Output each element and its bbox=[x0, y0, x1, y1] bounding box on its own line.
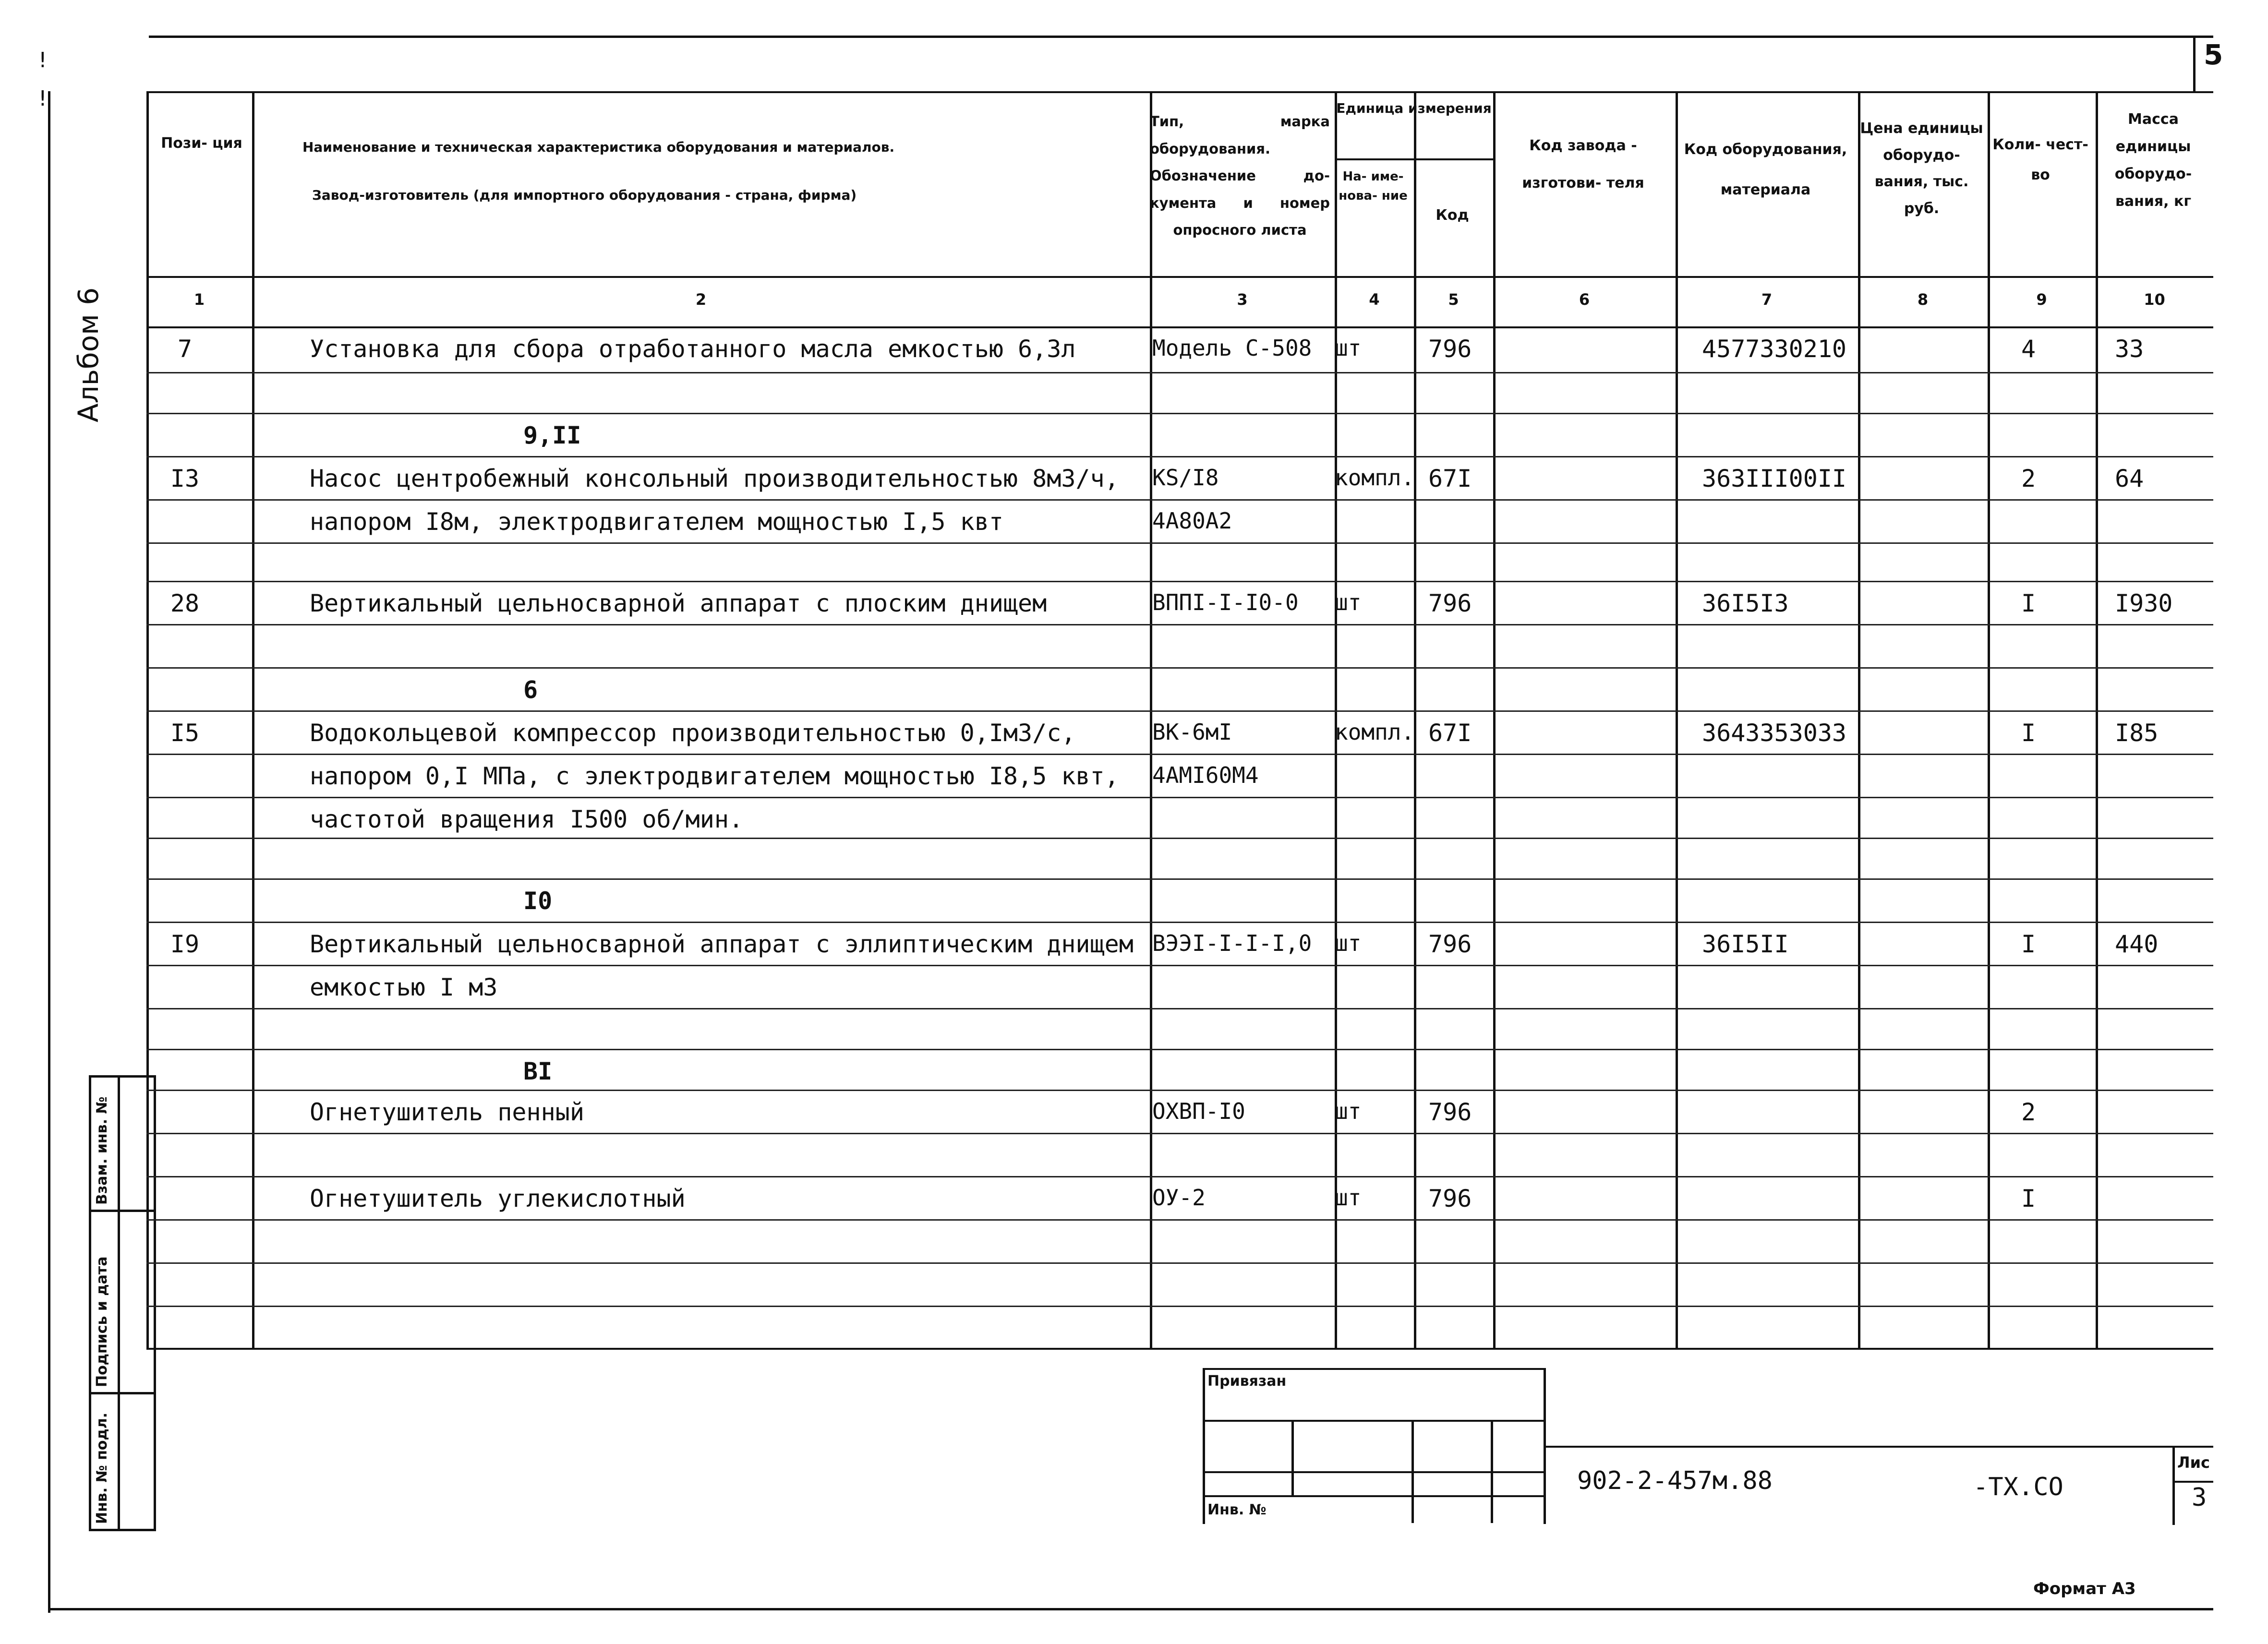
section-heading: BI bbox=[523, 1057, 553, 1085]
stamp-field-signature-date: Подпись и дата bbox=[94, 1256, 110, 1387]
cell-name: Установка для сбора отработанного масла емкостью 6,3л bbox=[310, 335, 1076, 363]
sheet-label: Лис bbox=[2177, 1453, 2210, 1472]
header-equipment-code: Код оборудования, материала bbox=[1684, 141, 1847, 198]
cell-code: 36I5II bbox=[1702, 930, 1789, 958]
cell-name: Вертикальный цельносварной аппарат с плоским днищем bbox=[310, 589, 1047, 617]
header-name-line1: Наименование и техническая характеристика оборудования и материалов. bbox=[302, 139, 895, 155]
cell-unit-code: 67I bbox=[1428, 719, 1472, 747]
cell-name: емкостью I м3 bbox=[310, 973, 498, 1001]
column-number: 10 bbox=[2144, 290, 2165, 309]
grid-vertical-line bbox=[1858, 91, 1860, 1348]
cell-name: Огнетушитель углекислотный bbox=[310, 1185, 686, 1212]
header-unit-mass: Масса единицы оборудо- вания, кг bbox=[2114, 111, 2192, 210]
column-number: 3 bbox=[1237, 290, 1248, 309]
stamp-field-replace-inv: Взам. инв. № bbox=[94, 1096, 110, 1205]
header-top-line bbox=[146, 91, 2213, 93]
cell-name: частотой вращения I500 об/мин. bbox=[310, 805, 744, 833]
row-divider bbox=[146, 542, 2213, 544]
header-unit-price: Цена единицы оборудо- вания, тыс. руб. bbox=[1860, 120, 1983, 217]
frame-left-line bbox=[48, 91, 50, 1613]
row-divider bbox=[146, 372, 2213, 373]
row-divider bbox=[146, 1090, 2213, 1091]
cell-name: напором I8м, электродвигателем мощностью I,5 квт bbox=[310, 508, 1003, 536]
row-divider bbox=[146, 754, 2213, 755]
cell-unit: шт bbox=[1335, 335, 1362, 361]
cell-type: КS/I8 bbox=[1152, 465, 1219, 491]
grid-vertical-line bbox=[1493, 91, 1496, 1348]
cell-mass: 33 bbox=[2115, 335, 2144, 363]
row-divider bbox=[146, 1049, 2213, 1050]
margin-mark: ! bbox=[38, 48, 47, 72]
cell-unit-code: 796 bbox=[1428, 1098, 1472, 1126]
cell-unit-code: 796 bbox=[1428, 930, 1472, 958]
row-divider bbox=[146, 1306, 2213, 1307]
header-quantity: Коли- чест- во bbox=[1992, 136, 2088, 183]
cell-qty: I bbox=[2021, 719, 2036, 747]
cell-unit-code: 796 bbox=[1428, 1185, 1472, 1212]
cell-name: Насос центробежный консольный производительностью 8м3/ч, bbox=[310, 465, 1119, 492]
header-position: Пози- ция bbox=[161, 135, 242, 152]
column-number: 2 bbox=[695, 290, 707, 309]
inventory-label: Инв. № bbox=[1207, 1501, 1267, 1518]
grid-vertical-line bbox=[2096, 91, 2098, 1348]
row-divider bbox=[146, 1008, 2213, 1009]
header-unit-code: Код bbox=[1436, 207, 1469, 224]
cell-name: напором 0,I МПа, с электродвигателем мощностью I8,5 квт, bbox=[310, 762, 1119, 790]
cell-pos: 28 bbox=[170, 589, 200, 617]
row-divider bbox=[146, 667, 2213, 669]
cell-unit: шт bbox=[1335, 1185, 1362, 1211]
row-divider bbox=[146, 710, 2213, 712]
cell-unit-code: 796 bbox=[1428, 589, 1472, 617]
cell-type: ВЭЭI-I-I-I,0 bbox=[1152, 930, 1312, 956]
cell-type: ВППI-I-I0-0 bbox=[1152, 589, 1299, 615]
row-divider bbox=[146, 922, 2213, 923]
cell-mass: 440 bbox=[2115, 930, 2159, 958]
cell-pos: I5 bbox=[170, 719, 200, 747]
frame-top-line bbox=[149, 36, 2213, 38]
cell-type: ОУ-2 bbox=[1152, 1185, 1206, 1211]
cell-name: Вертикальный цельносварной аппарат с эллиптическим днищем bbox=[310, 930, 1134, 958]
column-number: 6 bbox=[1579, 290, 1590, 309]
header-factory-code: Код завода - изготови- теля bbox=[1522, 137, 1644, 192]
document-suffix: -ТХ.СО bbox=[1973, 1473, 2063, 1501]
cell-qty: I bbox=[2021, 589, 2036, 617]
header-unit-group: Единица измерения bbox=[1336, 100, 1492, 116]
row-divider bbox=[146, 413, 2213, 414]
cell-code: 3643353033 bbox=[1702, 719, 1847, 747]
album-label: Альбом 6 bbox=[72, 287, 105, 422]
cell-qty: 2 bbox=[2021, 465, 2036, 492]
number-row-line bbox=[146, 326, 2213, 328]
row-divider bbox=[146, 624, 2213, 625]
row-divider bbox=[146, 1176, 2213, 1177]
column-number: 4 bbox=[1369, 290, 1380, 309]
cell-unit: компл. bbox=[1335, 465, 1415, 491]
cell-type: Модель С-508 bbox=[1152, 335, 1312, 361]
cell-mass: I85 bbox=[2115, 719, 2159, 747]
row-divider bbox=[146, 797, 2213, 798]
grid-vertical-line bbox=[146, 91, 149, 1348]
paper-format: Формат А3 bbox=[2033, 1579, 2136, 1598]
row-divider bbox=[146, 581, 2213, 582]
cell-qty: I bbox=[2021, 930, 2036, 958]
column-number: 1 bbox=[193, 290, 205, 309]
tied-label: Привязан bbox=[1207, 1373, 1287, 1390]
cell-pos: I3 bbox=[170, 465, 200, 492]
unit-group-divider bbox=[1335, 158, 1493, 160]
column-number: 8 bbox=[1917, 290, 1929, 309]
cell-type: ОХВП-I0 bbox=[1152, 1098, 1245, 1124]
cell-unit: шт bbox=[1335, 930, 1362, 956]
row-divider bbox=[146, 965, 2213, 966]
cell-qty: 2 bbox=[2021, 1098, 2036, 1126]
cell-mass: 64 bbox=[2115, 465, 2144, 492]
sheet-number: 5 bbox=[2204, 38, 2223, 71]
cell-qty: 4 bbox=[2021, 335, 2036, 363]
sheet-value: 3 bbox=[2192, 1483, 2207, 1512]
margin-mark: ! bbox=[38, 86, 47, 111]
cell-unit: шт bbox=[1335, 589, 1362, 615]
column-number: 7 bbox=[1761, 290, 1773, 309]
cell-pos: 7 bbox=[177, 335, 193, 363]
grid-vertical-line bbox=[252, 91, 254, 1348]
header-unit-name: На- име- нова- ние bbox=[1339, 169, 1408, 204]
column-number: 9 bbox=[2036, 290, 2047, 309]
cell-pos: I9 bbox=[170, 930, 200, 958]
cell-unit-code: 796 bbox=[1428, 335, 1472, 363]
cell-qty: I bbox=[2021, 1185, 2036, 1212]
section-heading: I0 bbox=[523, 887, 553, 915]
row-divider bbox=[146, 878, 2213, 880]
row-divider bbox=[146, 1133, 2213, 1134]
row-divider bbox=[146, 1262, 2213, 1264]
grid-vertical-line bbox=[1988, 91, 1990, 1348]
grid-vertical-line bbox=[1676, 91, 1678, 1348]
column-number: 5 bbox=[1448, 290, 1459, 309]
header-type: Тип, марка оборудования. Обозначение до- кумента и номер опросного листа bbox=[1150, 113, 1330, 239]
cell-name: Водокольцевой компрессор производительностью 0,Iм3/с, bbox=[310, 719, 1076, 747]
frame-right-tick bbox=[2193, 36, 2196, 93]
row-divider bbox=[146, 456, 2213, 457]
cell-code: 4577330210 bbox=[1702, 335, 1847, 363]
cell-unit-code: 67I bbox=[1428, 465, 1472, 492]
row-divider bbox=[146, 499, 2213, 501]
cell-type: 4АМI60М4 bbox=[1152, 762, 1259, 788]
document-code: 902-2-457м.88 bbox=[1577, 1466, 1773, 1495]
row-divider bbox=[146, 1219, 2213, 1221]
frame-bottom-line bbox=[48, 1608, 2213, 1610]
cell-code: 363III00II bbox=[1702, 465, 1847, 492]
table-bottom-line bbox=[146, 1348, 2213, 1350]
cell-type: ВК-6мI bbox=[1152, 719, 1232, 745]
section-heading: 6 bbox=[523, 676, 538, 704]
header-bottom-line bbox=[146, 276, 2213, 278]
section-heading: 9,II bbox=[523, 421, 581, 449]
header-name-line2: Завод-изготовитель (для импортного оборудования - страна, фирма) bbox=[312, 187, 857, 203]
left-stamp bbox=[89, 1075, 156, 1531]
cell-type: 4А80А2 bbox=[1152, 508, 1232, 534]
cell-mass: I930 bbox=[2115, 589, 2173, 617]
cell-code: 36I5I3 bbox=[1702, 589, 1789, 617]
cell-name: Огнетушитель пенный bbox=[310, 1098, 584, 1126]
cell-unit: шт bbox=[1335, 1098, 1362, 1124]
stamp-field-original-inv: Инв. № подл. bbox=[94, 1412, 110, 1524]
cell-unit: компл. bbox=[1335, 719, 1415, 745]
row-divider bbox=[146, 838, 2213, 839]
